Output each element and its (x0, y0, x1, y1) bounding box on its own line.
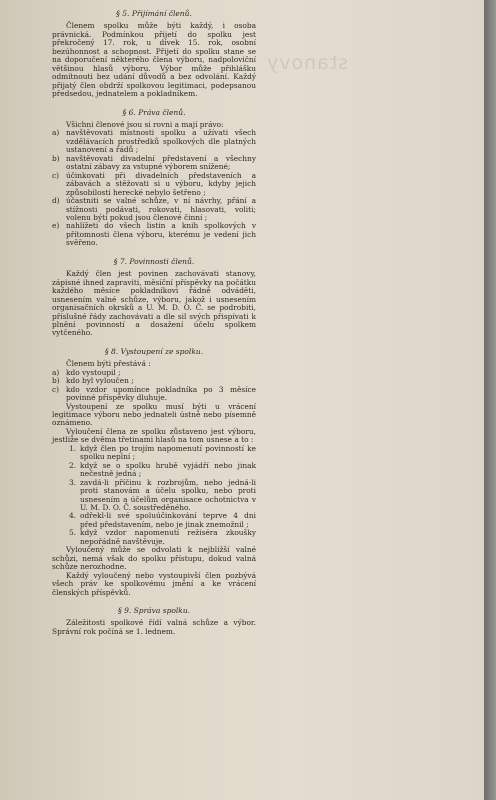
section-6-title: § 6. Práva členů. (122, 107, 186, 117)
list-item-text: když člen po trojím napomenutí povinností ke spolku neplní ; (80, 443, 256, 462)
section-8-paragraph-3: Vyloučení člena ze spolku zůstaveno jest výboru, jestliže se dvěma třetinami hlasů na tom usnese a to : (52, 426, 256, 445)
section-8-paragraph-5: Každý vyloučený nebo vystoupivší člen pozbývá všech práv ke spolkovému jmění a ke vrácení členských příspěvků. (52, 570, 256, 597)
list-item-text: nahlížeti do všech listin a knih spolkových v přítomnosti člena výboru, kterému je vedení jich svěřeno. (66, 221, 256, 248)
section-8-intro: Členem býti přestává : (66, 359, 151, 369)
list-item (52, 129, 256, 154)
section-5-body: Členem spolku může býti každý, i osoba právnická. Podmínkou přijetí do spolku jest překročený 17. rok, u dívek 15. rok, osobní bezúhonnost a schopnost. Přijetí do spolku stane se na doporučení některého člena výboru, nadpoloviční většinou hlasů výboru. Výbor může přihlášku odmítnouti bez udání důvodů a bez odvolání. Každý přijatý člen obdrží spolkovou legitimaci, podepsanou předsedou, jednatelem a pokladníkem. (52, 21, 256, 99)
list-item-marker: c) (52, 384, 60, 394)
section-7-body: Každý člen jest povinen zachovávati stanovy, zápisné ihned zapraviti, měsíční příspěvky na počátku každého měsíce pokladníkovi řádně odváděti, usnesením valné schůze, výboru, jakož i usnesením organisačních okrsků a U. M. D. O. Č. se podrobiti, příslušné řády zachovávati a dle sil svých přispívati k plnění povinností a dosažení účelu spolkem vytčeného. (52, 269, 256, 338)
list-item (52, 462, 256, 479)
list-item (52, 479, 256, 513)
list-item-text: odřekl-li své spoluúčinkování teprve 4 dni před představením, nebo je jinak znemožnil ; (80, 511, 256, 529)
list-item-text: kdo vystoupil ; (66, 367, 121, 377)
list-item-marker: d) (52, 196, 60, 206)
list-item-marker: 1. (68, 443, 76, 453)
list-item-text: účastniti se valné schůze, v ní návrhy, přání a stížnosti podávati, rokovati, hlasovati, voliti; volenu býti pokud jsou členové činní ; (66, 196, 256, 222)
list-item-marker: 4. (68, 511, 76, 521)
list-item-text: navštěvovati místnosti spolku a užívati všech vzdělávacích prostředků spolkových dle platných ustanovení a řádů ; (66, 128, 256, 155)
list-item-marker: b) (52, 376, 60, 386)
section-5-title: § 5. Přijímání členů. (116, 9, 192, 18)
list-item (52, 172, 256, 197)
list-item-text: když se o spolku hrubě vyjádří nebo jinak nečestně jedná ; (80, 460, 256, 479)
list-item-marker: b) (52, 153, 60, 163)
list-item (52, 512, 256, 529)
list-item-marker: a) (52, 367, 60, 377)
section-6-intro: Všichni členové jsou si rovni a mají právo: (66, 119, 224, 129)
list-item-marker: 2. (68, 460, 76, 470)
list-item-marker: a) (52, 128, 60, 138)
page-edge (484, 0, 496, 800)
list-item-marker: e) (52, 221, 60, 231)
section-8-title: § 8. Vystoupení ze spolku. (104, 346, 204, 356)
list-item-marker: 5. (68, 528, 76, 538)
section-8-paragraph-4: Vyloučený může se odvolati k nejbližší valné schůzi, nemá však do spolku přístupu, dokud valná schůze nerozhodne. (52, 545, 256, 572)
section-9-title: § 9. Správa spolku. (117, 606, 191, 615)
list-item-text: zavdá-li příčinu k rozbrojům, nebo jedná-li proti stanovám a účelu spolku, nebo proti usnesením a účelům organisace ochotnictva v U. M. D. O. Č. soustředěného. (80, 477, 256, 513)
list-item-marker: 3. (68, 477, 76, 487)
section-8-list (52, 369, 256, 403)
list-item-text: účinkovati při divadelních představeních a zábavách a stěžovati si u výboru, kdyby jejich způsobilosti herecké nebylo šetřeno ; (66, 170, 256, 197)
list-item (52, 445, 256, 462)
section-9-body: Záležitosti spolkové řídí valná schůze a výbor. Správní rok počíná se 1. lednem. (52, 618, 256, 636)
list-item-text: kdo byl vyloučen ; (66, 376, 134, 386)
list-item (52, 529, 256, 546)
list-item (52, 222, 256, 247)
document-text-column (52, 10, 256, 636)
list-item (52, 386, 256, 403)
list-item-text: navštěvovati divadelní představení a všechny ostatní zábavy za vstupné výborem snížené; (66, 153, 256, 172)
section-8-paragraph-2: Vystoupení ze spolku musí býti u vrácení legitimace výboru nebo jednateli ústně nebo písemně oznámeno. (52, 401, 256, 428)
section-6-list (52, 129, 256, 247)
list-item (52, 155, 256, 172)
list-item-marker: c) (52, 170, 60, 180)
list-item (52, 197, 256, 222)
section-8-numbered-list (52, 445, 256, 546)
section-7-title: § 7. Povinnosti členů. (113, 256, 195, 266)
list-item-text: kdo vzdor upomínce pokladníka po 3 měsíce povinné příspěvky dluhuje. (66, 384, 256, 403)
list-item-text: když vzdor napomenutí režiséra zkoušky nepořádně navštěvuje. (80, 528, 256, 546)
bleed-through-text: stanovy (266, 52, 349, 74)
